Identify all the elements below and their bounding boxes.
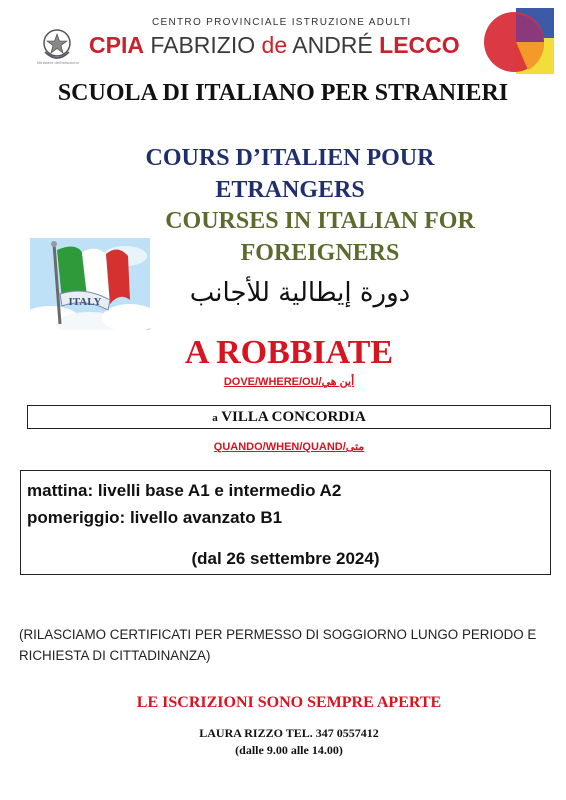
venue-prefix: a [212,412,218,424]
italy-flag-illustration [30,238,150,330]
cpia-city: LECCO [379,32,460,58]
venue-name: VILLA CONCORDIA [221,409,366,425]
schedule-morning: mattina: livelli base A1 e intermedio A2 [27,481,342,500]
when-label: QUANDO/WHEN/QUAND/متى [213,441,365,453]
cpia-word: CPIA [89,32,144,58]
schedule-afternoon: pomeriggio: livello avanzato B1 [27,508,283,527]
republic-emblem-icon [40,28,74,64]
venue-box [27,405,551,429]
title-french: COURS D’ITALIEN POUR ETRANGERS [145,145,435,203]
title-english: COURSES IN ITALIAN FOR FOREIGNERS [165,208,475,266]
cpia-subtitle: CENTRO PROVINCIALE ISTRUZIONE ADULTI [152,17,412,28]
enrollment-open: LE ISCRIZIONI SONO SEMPRE APERTE [136,694,442,711]
location-town: A ROBBIATE [184,334,394,371]
schedule-box [20,470,551,575]
cpia-title [89,32,460,59]
title-arabic: دورة إيطالية للأجانب [189,278,411,308]
contact-phone: LAURA RIZZO TEL. 347 0557412 [199,726,379,740]
cpia-name-1: FABRIZIO [150,32,256,58]
cpia-logo-icon [476,8,556,74]
certificate-note: (RILASCIAMO CERTIFICATI PER PERMESSO DI SOGGIORNO LUNGO PERIODO E RICHIESTA DI CITTADINANZA) [19,627,537,663]
schedule-start-date: (dal 26 settembre 2024) [191,549,380,568]
flag-label: ITALY [68,296,102,308]
contact-hours: (dalle 9.00 alle 14.00) [235,743,343,757]
title-italian: SCUOLA DI ITALIANO PER STRANIERI [57,80,509,106]
cpia-name-2: de [261,32,288,58]
cpia-name-3: ANDRÉ [292,32,373,58]
where-label: DOVE/WHERE/OU/أين هي [223,376,355,388]
emblem-caption: Ministero dell'Istruzione [37,60,79,65]
